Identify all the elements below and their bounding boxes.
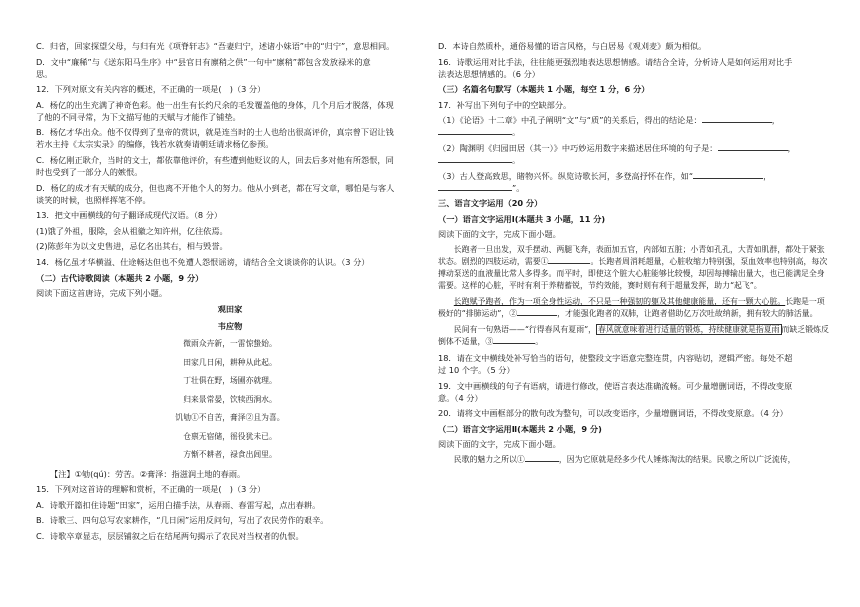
q17-item-1: （1）《论语》十二章》中孔子阐明“文”与“质”的关系后，得出的结论是： ， 。 xyxy=(438,115,780,138)
passage-paragraph-3: 民间有一句熟语——“行得春风有夏雨”， 春风就意味着进行适量的锻炼，持续健康就是指夏雨 而缺乏锻炼反倒体不适量，③ 。 xyxy=(438,324,829,346)
subsection-1-intro: 阅读下面的文字，完成下面小题。 xyxy=(438,229,561,240)
q15-option-d: D．本诗自然质朴，通俗易懂的语言风格，与白居易《观刈麦》颇为相似。 xyxy=(438,41,707,51)
right-column xyxy=(438,40,830,470)
passage-paragraph-4: 民歌的魅力之所以① ，因为它原就是经多少代人锤炼淘汰的结果。民歌之所以广泛流传， xyxy=(453,454,796,464)
q15-option-c: C．诗歌卒章显志，层层铺叙之后在结尾两句揭示了农民对当权者的仇恨。 xyxy=(36,531,304,541)
section-3-title: （三）名篇名句默写（本题共 1 小题，每空 1 分，6 分） xyxy=(438,84,650,95)
option-d: D．文中“廉稀”与《送东阳马生序》中“县官日有廪稍之供”一句中“廪稍”都包含发放禄米的意 xyxy=(36,56,371,67)
q12-option-b: B．杨亿才华出众。他不仅得到了皇帝的赏识，就是连当时的士人也给出很高评价，真宗曾下诏让钱 若水主持《太宗实录》的编修，钱若水就奏请朝廷请求杨亿参预。 xyxy=(36,127,394,150)
poem-body xyxy=(36,338,424,461)
poem-line: 饥劬①不自苦，膏泽②且为喜。 xyxy=(175,413,285,423)
question-14: 14．杨亿虽才华横溢、仕途畅达但也不免遭人怨恨谣谤，请结合全文谈谈你的认识。（3 分） xyxy=(36,256,370,267)
q17-item-3: （3）古人登高致思，睹物兴怀。纵览诗歌长河，多登高抒怀在作，如“ ， ”。 xyxy=(438,170,772,193)
question-12: 12．下列对原文有关内容的概述，不正确的一项是( )（3 分） xyxy=(36,84,266,95)
subsection-2-title: （二）语言文字运用Ⅱ(本题共 2 小题，9 分) xyxy=(438,423,602,434)
q17-item-2: （2）陶渊明《归园田居（其一）》中巧妙运用数字来描述居住环境的句子是： ， 。 xyxy=(438,142,796,165)
q15-option-a: A．诗歌开篇扣住诗题“田家”，运用白描手法，从春雨、春雷写起，点出春耕。 xyxy=(36,499,321,510)
section-2-title: （二）古代诗歌阅读（本题共 2 小题，9 分） xyxy=(36,272,204,283)
poem-line: 归来景常晏，饮犊西涧水。 xyxy=(183,394,277,404)
passage-paragraph-1: 长跑者一旦出发，双手摆动、两腿飞奔，表面加五官，内部如五脏；小青如孔孔，大青如肌群，都处于紧张状态。剧烈的四肢运动，需要① 。长跑者周消耗超量，心脏收缩力特别强，泵血效率也特别高，每次搏动泵送的血液量比常人多得多。而平时，即使这个脏大心脏能够比较慢，却因每搏输出量大，也已能满足全身需要。这样的心脏，平时有利于养精蓄锐，节约效能，赛时则有利于超量发挥，助力“起飞”。 xyxy=(438,244,828,290)
underlined-sentence: 长跑赋予跑者，作为一项全身性运动，不只是一种强韧的躯及其他健康能量， xyxy=(453,296,723,306)
poem-title: 观田家 xyxy=(217,304,243,315)
poem-line: 方惭不耕者，禄食出闾里。 xyxy=(183,450,277,460)
q12-option-c: C．杨亿刚正耿介，当时的文士，都依靠他评价，有些遭到他贬议的人，回去后多对他有所怨恨，同 时也受到了一部分人的嫉恨。 xyxy=(36,154,394,177)
question-13: 13．把文中画横线的句子翻译成现代汉语。（8 分） xyxy=(36,210,223,221)
question-15: 15．下列对这首诗的理解和赏析，不正确的一项是( )（3 分） xyxy=(36,484,266,495)
option-d-cont: 思。 xyxy=(36,68,53,79)
language-section-title: 三、语言文字运用（20 分） xyxy=(438,198,543,209)
option-c: C．归省，回家探望父母，与归有光《项脊轩志》“吾妻归宁，述诸小妹语”中的“归宁”，意思相同。 xyxy=(36,41,395,51)
poem-author: 韦应物 xyxy=(217,321,243,332)
q12-option-d: D．杨亿的成才有天赋的成分，但也离不开他个人的努力。他从小到老，都在写文章，哪怕是与客人 谈笑的时候，也照样挥笔不停。 xyxy=(36,182,395,205)
subsection-2-intro: 阅读下面的文字，完成下面小题。 xyxy=(438,439,561,450)
boxed-text: 春风就意味着进行适量的锻炼，持续健康就是指夏雨 xyxy=(598,324,780,334)
left-column xyxy=(36,40,424,546)
question-18: 18．请在文中横线处补写恰当的语句，使整段文字语意完整连贯，内容贴切，逻辑严密。每处不超 过 10 个字。（5 分） xyxy=(438,352,793,375)
poem-line: 田家几日闲，耕种从此起。 xyxy=(183,357,277,367)
poem-line: 微雨众卉新，一雷惊蛰始。 xyxy=(183,339,277,349)
question-20: 20．请将文中画框部分的散句改为整句，可以改变语序，少量增删词语，不得改变原意。（4 分） xyxy=(438,408,788,419)
poem-note: 【注】①劬(qú)：劳苦。②膏泽：指滋润土地的春雨。 xyxy=(50,468,246,479)
q13-item-1: (1)饿了外祖，服除，会从祖徽之知许州，亿往依焉。 xyxy=(36,225,228,236)
poem-line: 丁壮俱在野，场圃亦就理。 xyxy=(183,376,277,386)
section-2-intro: 阅读下面这首唐诗，完成下列小题。 xyxy=(36,288,168,299)
question-19: 19．文中画横线的句子有语病，请进行修改，使语言表达准确流畅。可少量增删词语，不得改变原 意。（4 分） xyxy=(438,380,793,403)
passage-paragraph-2: 长跑赋予跑者，作为一项全身性运动，不只是一种强韧的躯及其他健康能量，还有一颗大心脏。长跑是一项极好的“排肺运动”，② ，才能强化跑者的双肺，让跑者借助亿万次吐故纳新，拥有较大的肺活量。 xyxy=(438,296,825,318)
question-17: 17．补写出下列句子中的空缺部分。 xyxy=(438,99,572,110)
subsection-1-title: （一）语言文字运用Ⅰ(本题共 3 小题，11 分) xyxy=(438,213,606,224)
q12-option-a: A．杨亿的出生充满了神奇色彩。他一出生有长约尺余的毛发覆盖他的身体，几个月后才脱落，体现 了他的不同寻常，为下文描写他的天赋与才能作了铺垫。 xyxy=(36,99,394,122)
poem-line: 仓禀无宿储，徭役犹未已。 xyxy=(183,431,277,441)
question-16: 16．诗歌运用对比手法，往往能更强烈地表达思想情感。请结合全诗，分析诗人是如何运用对比手 法表达思想情感的。（6 分） xyxy=(438,56,793,79)
q13-item-2: (2)陈彭年为以文史售进，忌亿名出其右，相与毁誉。 xyxy=(36,241,228,252)
q15-option-b: B．诗歌三、四句总写农家耕作，“几日闲”运用反问句，写出了农民劳作的艰辛。 xyxy=(36,515,329,526)
